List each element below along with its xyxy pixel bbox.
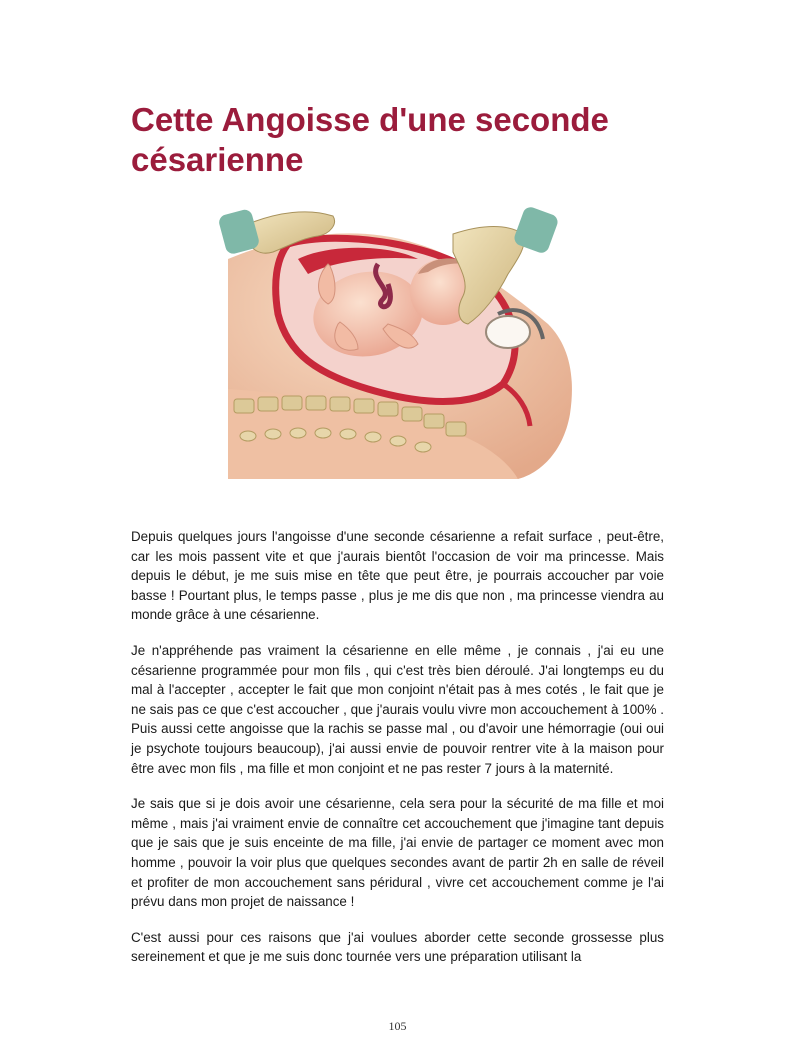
bladder — [486, 316, 530, 348]
page-title: Cette Angoisse d'une seconde césarienne — [131, 101, 609, 178]
paragraph: Je n'appréhende pas vraiment la césarienne en elle même , je connais , j'ai eu une césarienne programmée pour mon fils , qui c'est très bien déroulé. J'ai longtemps eu du mal à l'accepter , accepter le fait que mon conjoint n'était pas à mes cotés , le fait que je ne sais pas ce que c'est accoucher , que j'aurais voulu vivre mon accouchement à 100% . Puis aussi cette angoisse que la rachis se passe mal , ou d'avoir une hémorragie (oui oui je psychote toujours beaucoup), j'ai aussi envie de pouvoir rentrer vite à la maison pour être avec mon fils , ma fille et mon conjoint et ne pas rester 7 jours à la maternité. — [131, 642, 664, 776]
article-body — [131, 527, 664, 983]
paragraph: Depuis quelques jours l'angoisse d'une seconde césarienne a refait surface , peut-être, car les mois passent vite et que j'aurais bientôt l'occasion de voir ma princesse. Mais depuis le début, je me suis mise en tête que peut être, je pourrais accoucher par voie basse ! Pourtant plus, le temps passe , plus je me dis que non , ma princesse viendra au monde grâce à une césarienne. — [131, 529, 664, 623]
paragraph: Je sais que si je dois avoir une césarienne, cela sera pour la sécurité de ma fille et moi même , mais j'ai vraiment envie de connaître cet accouchement que j'imagine tant depuis que je sais que je suis enceinte de ma fille, j'ai envie de partager ce moment avec mon homme , pouvoir la voir plus que quelques secondes avant de partir 2h en salle de réveil et profiter de mon accouchement sans péridural , vivre cet accouchement comme je l'ai prévu dans mon projet de naissance ! — [131, 796, 664, 910]
paragraph: C'est aussi pour ces raisons que j'ai voulues aborder cette seconde grossesse plus sereinement et que je me suis donc tournée vers une préparation utilisant la — [131, 929, 664, 965]
page-number: 105 — [388, 1019, 407, 1033]
cesarean-section-illustration-icon — [218, 204, 578, 494]
